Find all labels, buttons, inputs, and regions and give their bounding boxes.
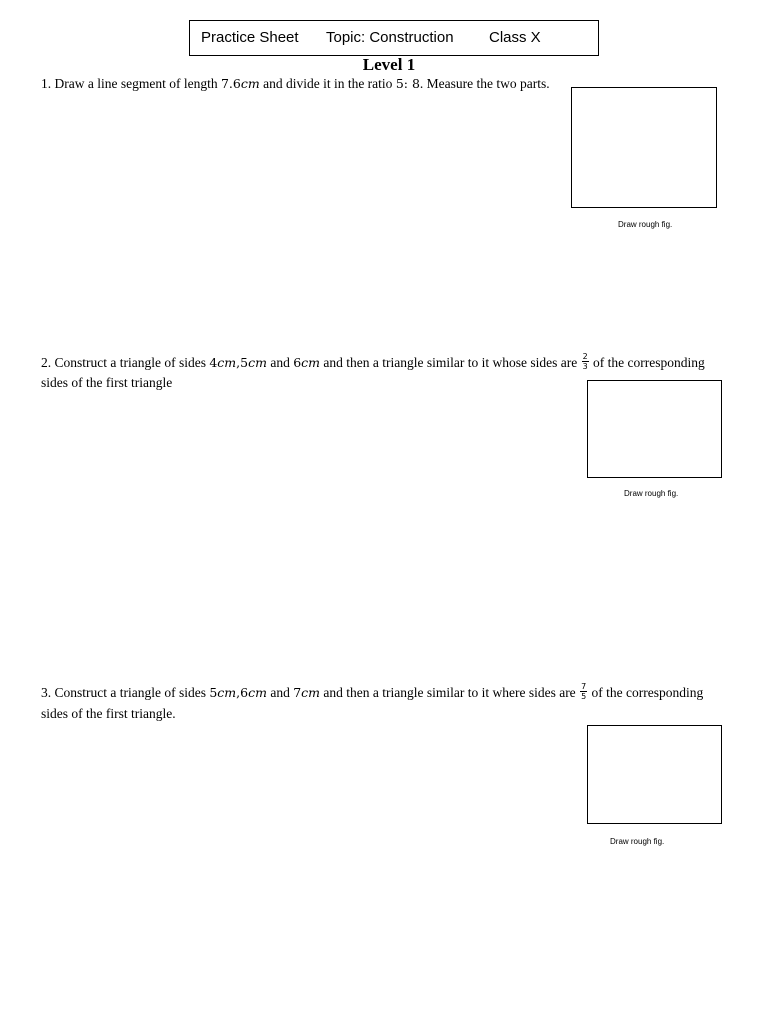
question-3-line-2: sides of the first triangle. (41, 706, 176, 721)
caption-1: Draw rough fig. (618, 220, 673, 229)
header-box (189, 20, 599, 56)
question-3: 3. Construct a triangle of sides 5cm,6cm and 7cm and then a triangle similar to it where sides are $\frac{7}{5}$ of the corresponding (41, 682, 704, 702)
topic-label: Topic: Construction (326, 29, 454, 46)
fraction-seven-fifths: $\frac{7}{5}$ (581, 682, 587, 702)
fraction-two-thirds: $\frac{2}{3}$ (582, 352, 588, 372)
caption-3: Draw rough fig. (610, 837, 665, 846)
rough-figure-box-1 (571, 87, 717, 208)
caption-2: Draw rough fig. (624, 489, 679, 498)
class-label: Class X (489, 29, 541, 46)
question-2-line-2: sides of the first triangle (41, 375, 173, 390)
rough-figure-box-2 (587, 380, 722, 478)
question-2: 2. Construct a triangle of sides 4cm,5cm and 6cm and then a triangle similar to it whose sides are $\frac{2}{3}$ of the corresponding (41, 352, 705, 372)
sheet-title: Practice Sheet (201, 29, 299, 46)
rough-figure-box-3 (587, 725, 722, 824)
level-title: Level 1 (362, 55, 416, 74)
question-1: 1. Draw a line segment of length 7.6cm and divide it in the ratio 5: 8. Measure the two parts. (41, 76, 550, 91)
